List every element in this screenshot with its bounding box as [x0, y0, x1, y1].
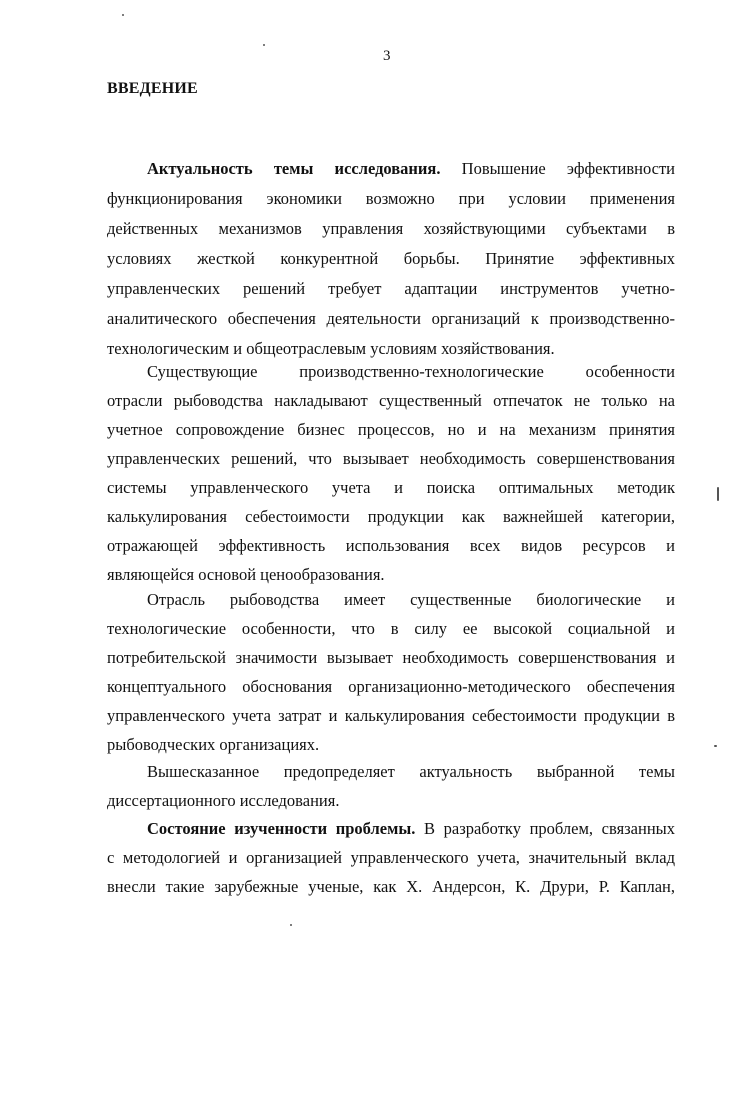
- text-line: управленческих решений, что вызывает необходимость совершенствования: [107, 449, 675, 468]
- text-line: отражающей эффективность использования всех видов ресурсов и: [107, 536, 675, 555]
- page-number: 3: [383, 48, 391, 64]
- text-line: внесли такие зарубежные ученые, как Х. Андерсон, К. Друри, Р. Каплан,: [107, 877, 675, 896]
- text-line: Вышесказанное предопределяет актуальность выбранной темы: [147, 762, 675, 781]
- text-line: [147, 155, 675, 183]
- scan-mark: [714, 745, 717, 747]
- text-line: технологические особенности, что в силу ее высокой социальной и: [107, 619, 675, 638]
- scan-mark: [290, 924, 292, 926]
- text-line: калькулирования себестоимости продукции как важнейшей категории,: [107, 507, 675, 526]
- text-line: отрасли рыбоводства накладывают существенный отпечаток не только на: [107, 391, 675, 410]
- scan-mark: [717, 487, 719, 501]
- text-line: условиях жесткой конкурентной борьбы. Принятие эффективных: [107, 249, 675, 268]
- scan-mark: [122, 14, 124, 16]
- section-heading: ВВЕДЕНИЕ: [107, 80, 198, 97]
- text-line: учетное сопровождение бизнес процессов, но и на механизм принятия: [107, 420, 675, 439]
- text-line: Существующие производственно-технологические особенности: [147, 362, 675, 381]
- text-line: с методологией и организацией управленческого учета, значительный вклад: [107, 848, 675, 867]
- text-line: рыбоводческих организациях.: [107, 735, 320, 754]
- lead-bold-relevance: Актуальность темы исследования.: [147, 159, 441, 178]
- text-line: технологическим и общеотраслевым условиям хозяйствования.: [107, 339, 555, 358]
- lead-bold-state: Состояние изученности проблемы.: [147, 819, 416, 838]
- text-line: Отрасль рыбоводства имеет существенные биологические и: [147, 590, 675, 609]
- line-text: Повышение эффективности: [461, 159, 675, 178]
- text-line: управленческих решений требует адаптации инструментов учетно-: [107, 279, 675, 298]
- text-line: функционирования экономики возможно при условии применения: [107, 189, 675, 208]
- text-line: системы управленческого учета и поиска оптимальных методик: [107, 478, 675, 497]
- text-line: являющейся основой ценообразования.: [107, 565, 385, 584]
- text-line: диссертационного исследования.: [107, 791, 340, 810]
- text-line: [147, 815, 675, 843]
- text-line: концептуального обоснования организационно-методического обеспечения: [107, 677, 675, 696]
- text-line: потребительской значимости вызывает необходимость совершенствования и: [107, 648, 675, 667]
- line-text: В разработку проблем, связанных: [423, 819, 675, 838]
- text-line: управленческого учета затрат и калькулирования себестоимости продукции в: [107, 706, 675, 725]
- text-line: аналитического обеспечения деятельности организаций к производственно-: [107, 309, 675, 328]
- scan-mark: [263, 44, 265, 46]
- text-line: действенных механизмов управления хозяйствующими субъектами в: [107, 219, 675, 238]
